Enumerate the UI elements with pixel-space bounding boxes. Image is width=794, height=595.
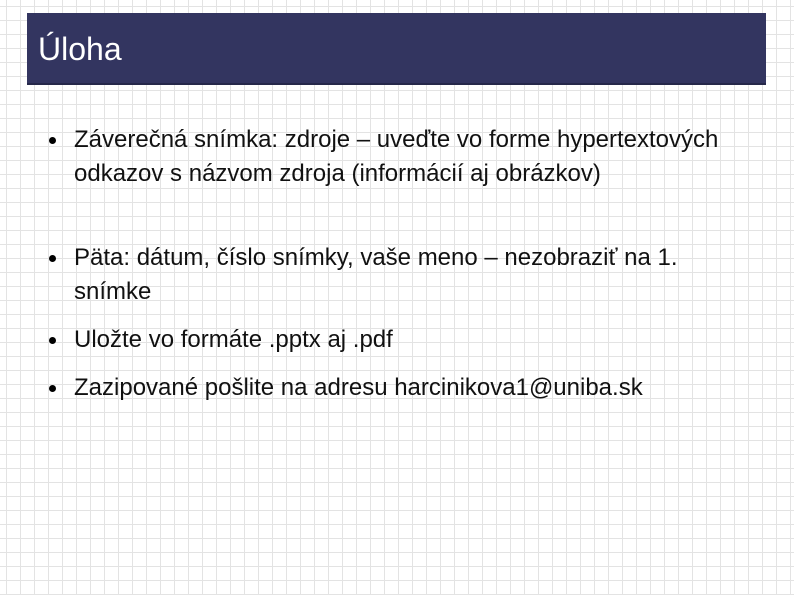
bullet-text: Záverečná snímka: zdroje – uveďte vo forme hypertextových odkazov s názvom zdroja (informácií aj obrázkov) (74, 126, 719, 187)
bullet-dot-icon (49, 385, 56, 392)
slide-title: Úloha (38, 31, 122, 67)
bullet-dot-icon (49, 255, 56, 262)
bullet-text: Päta: dátum, číslo snímky, vaše meno – nezobraziť na 1. snímke (74, 244, 678, 305)
bullet-text: Zazipované pošlite na adresu harcinikova1@uniba.sk (74, 374, 643, 401)
bullet-dot-icon (49, 137, 56, 144)
bullet-dot-icon (49, 337, 56, 344)
bullet-text: Uložte vo formáte .pptx aj .pdf (74, 326, 393, 353)
